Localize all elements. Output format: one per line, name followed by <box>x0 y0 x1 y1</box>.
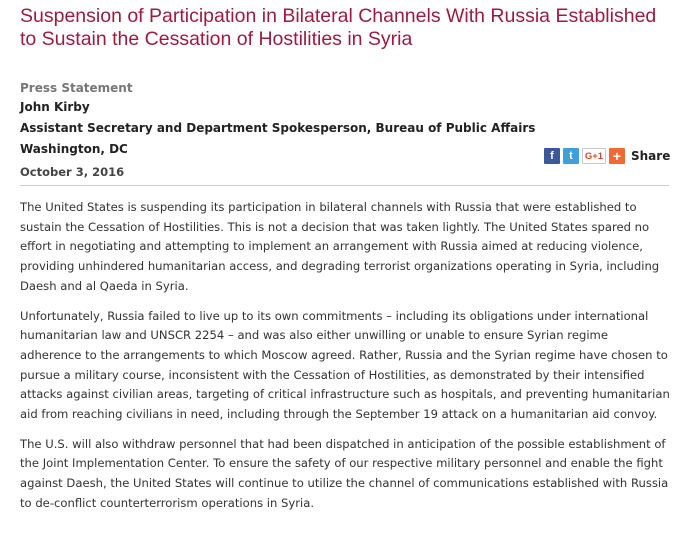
twitter-icon[interactable]: t <box>563 148 579 164</box>
publish-date: October 3, 2016 <box>20 165 125 179</box>
divider <box>20 185 669 186</box>
author-name: John Kirby <box>20 100 90 114</box>
author-role: Assistant Secretary and Department Spokesperson, Bureau of Public Affairs <box>20 121 536 135</box>
google-plus-icon[interactable]: G+1 <box>582 148 606 164</box>
location: Washington, DC <box>20 142 128 156</box>
share-bar <box>544 148 670 164</box>
statement-type: Press Statement <box>20 81 133 95</box>
facebook-icon[interactable]: f <box>544 148 560 164</box>
paragraph: Unfortunately, Russia failed to live up to its own commitments – including its obligations under international humanitarian law and UNSCR 2254 – and was also either unwilling or unable to ensure Syrian regime adherence to the arrangements to which Moscow agreed. Rather, Russia and the Syrian regime have chosen to pursue a military course, inconsistent with the Cessation of Hostilities, as demonstrated by their intensified attacks against civilian areas, targeting of critical infrastructure such as hospitals, and preventing humanitarian aid from reaching civilians in need, including through the September 19 attack on a humanitarian aid convoy. <box>20 308 670 422</box>
page-title: Suspension of Participation in Bilateral Channels With Russia Established to Sustain the Cessation of Hostilities in Syria <box>20 5 657 50</box>
statement-body <box>20 198 670 524</box>
statement-meta <box>20 80 540 182</box>
more-share-icon[interactable]: + <box>609 148 625 164</box>
share-button[interactable]: Share <box>631 149 671 163</box>
paragraph: The United States is suspending its participation in bilateral channels with Russia that were established to sustain the Cessation of Hostilities. This is not a decision that was taken lightly. The United States spared no effort in negotiating and attempting to implement an arrangement with Russia aimed at reducing violence, providing unhindered humanitarian access, and degrading terrorist organizations operating in Syria, including Daesh and al Qaeda in Syria. <box>20 200 660 293</box>
paragraph: The U.S. will also withdraw personnel that had been dispatched in anticipation of the possible establishment of the Joint Implementation Center. To ensure the safety of our respective military personnel and enable the fight against Daesh, the United States will continue to utilize the channel of communications established with Russia to de-conflict counterterrorism operations in Syria. <box>20 436 669 510</box>
